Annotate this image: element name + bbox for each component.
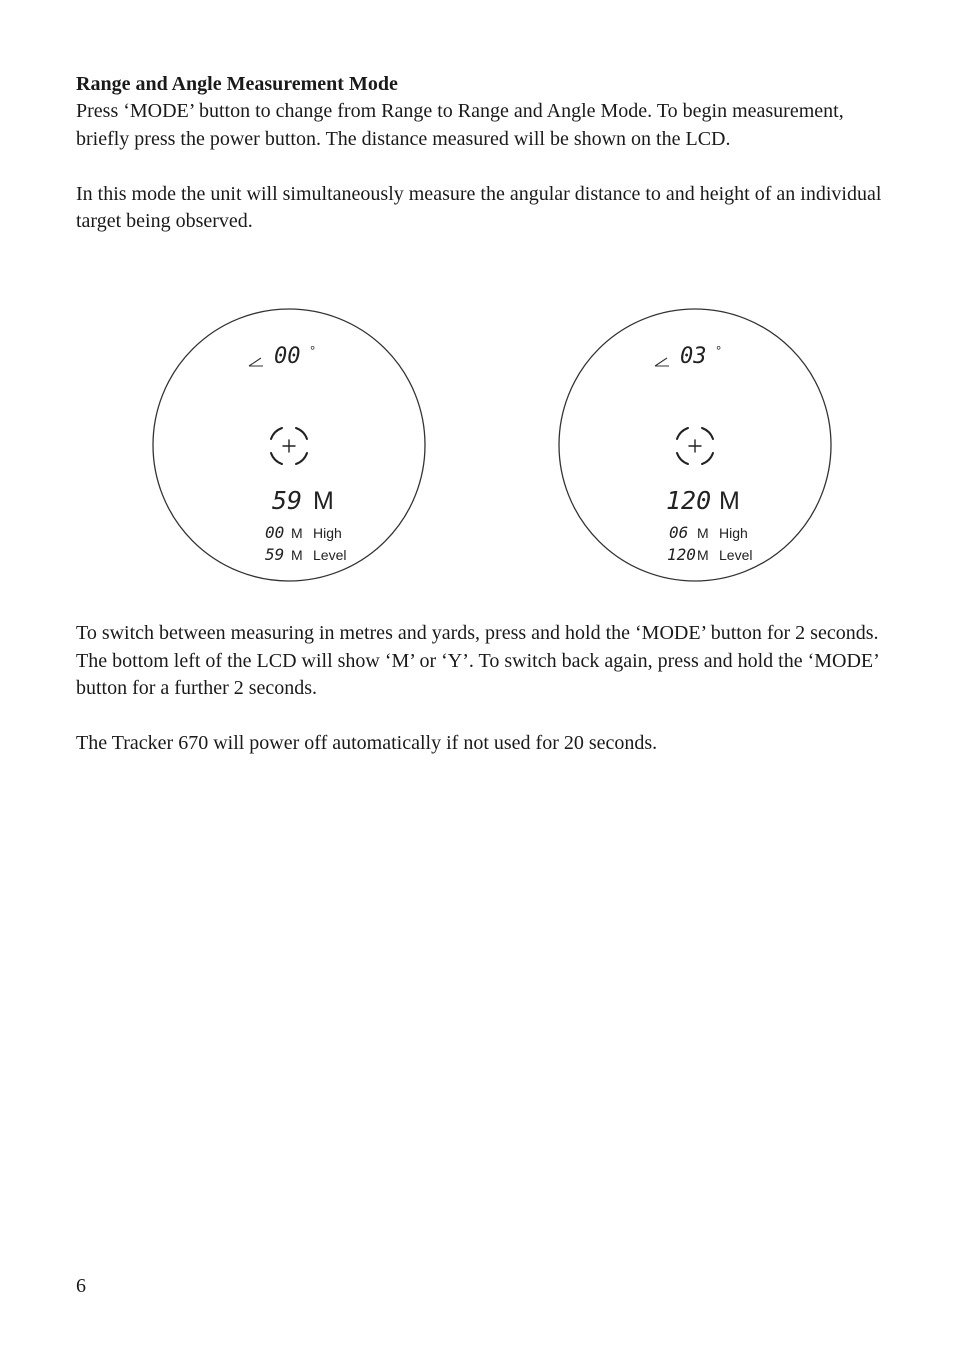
power-paragraph: The Tracker 670 will power off automatically if not used for 20 seconds. [76,732,658,754]
level-unit: M [697,547,709,563]
lcd-display-level [150,306,428,584]
lcd-display-incline [556,306,834,584]
high-value: 06 [669,523,689,542]
lower-content [76,620,896,758]
angle-value: 00 [274,344,301,369]
mode-description-paragraph: In this mode the unit will simultaneously measure the angular distance to and height of an individual target being observed. [76,182,882,232]
distance-value: 120 [666,486,712,515]
high-label: High [719,525,748,541]
units-paragraph: To switch between measuring in metres and yards, press and hold the ‘MODE’ button for 2 seconds. The bottom left of the LCD will show ‘M’ or ‘Y’. To switch back again, press and hold the ‘MODE’ button for a further 2 seconds. [76,622,879,699]
crosshair-icon [271,428,307,464]
high-value: 00 [265,523,285,542]
section-heading: Range and Angle Measurement Mode [76,73,398,95]
level-unit: M [291,547,303,563]
page-number: 6 [76,1275,86,1297]
angle-unit: ° [716,343,722,358]
distance-unit: M [313,487,334,515]
distance-value: 59 [272,486,303,515]
angle-icon [655,358,669,366]
level-label: Level [313,547,347,563]
level-value: 120 [667,545,696,564]
intro-paragraph: Press ‘MODE’ button to change from Range to Range and Angle Mode. To begin measurement, briefly press the power button. The distance measured will be shown on the LCD. [76,100,844,150]
angle-unit: ° [310,343,316,358]
distance-unit: M [719,487,740,515]
high-unit: M [291,525,303,541]
level-label: Level [719,547,753,563]
lcd-illustration [150,306,428,584]
high-label: High [313,525,342,541]
angle-value: 03 [680,344,707,369]
angle-icon [249,358,263,366]
lcd-illustration [556,306,834,584]
page-content [76,70,896,236]
crosshair-icon [677,428,713,464]
level-value: 59 [265,545,285,564]
high-unit: M [697,525,709,541]
lcd-displays [150,306,834,586]
